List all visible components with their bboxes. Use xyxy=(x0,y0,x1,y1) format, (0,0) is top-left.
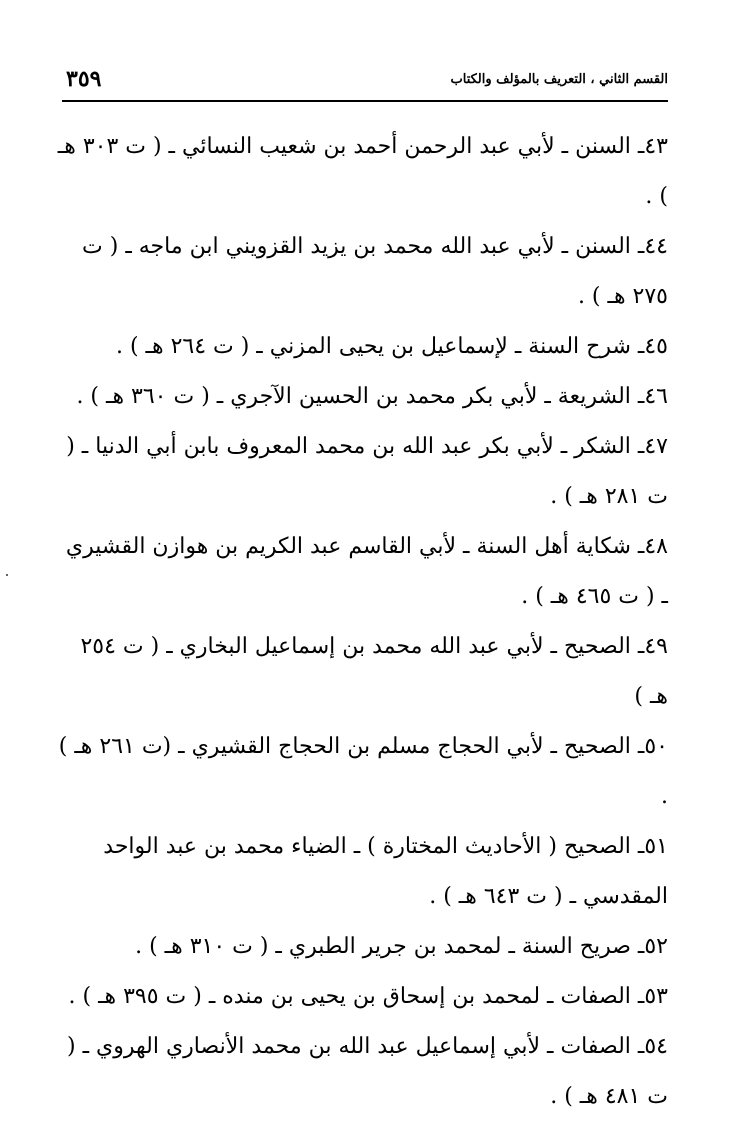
list-item xyxy=(56,622,670,722)
list-item xyxy=(56,322,670,372)
entry-text: ٤٥ـ شرح السنة ـ لإسماعيل بن يحيى المزني ـ ( ت ٢٦٤ هـ ) . xyxy=(115,334,668,359)
entry-text: ٥٣ـ الصفات ـ لمحمد بن إسحاق بن يحيى بن منده ـ ( ت ٣٩٥ هـ ) . xyxy=(68,984,668,1009)
entry-text: ٥١ـ الصحيح ( الأحاديث المختارة ) ـ الضياء محمد بن عبد الواحد المقدسي ـ ( ت ٦٤٣ هـ ) . xyxy=(103,834,668,909)
list-item xyxy=(56,122,670,222)
header-rule xyxy=(62,100,668,102)
scan-speck xyxy=(6,574,8,576)
running-header xyxy=(62,66,668,102)
list-item xyxy=(56,522,670,622)
entry-text: ٤٤ـ السنن ـ لأبي عبد الله محمد بن يزيد القزويني ابن ماجه ـ ( ت ٢٧٥ هـ ) . xyxy=(82,234,668,309)
entry-text: ٥٠ـ الصحيح ـ لأبي الحجاج مسلم بن الحجاج القشيري ـ (ت ٢٦١ هـ ) . xyxy=(58,734,668,809)
entry-text: ٤٨ـ شكاية أهل السنة ـ لأبي القاسم عبد الكريم بن هوازن القشيري ـ ( ت ٤٦٥ هـ ) . xyxy=(65,534,668,609)
list-item xyxy=(56,422,670,522)
list-item xyxy=(56,222,670,322)
list-item xyxy=(56,972,670,1022)
list-item xyxy=(56,722,670,822)
entry-text: ٤٦ـ الشريعة ـ لأبي بكر محمد بن الحسين الآجري ـ ( ت ٣٦٠ هـ ) . xyxy=(76,384,668,409)
list-item xyxy=(56,372,670,422)
entry-text: ٤٣ـ السنن ـ لأبي عبد الرحمن أحمد بن شعيب النسائي ـ ( ت ٣٠٣ هـ ) . xyxy=(57,134,668,209)
list-item xyxy=(56,922,670,972)
entry-text: ٤٧ـ الشكر ـ لأبي بكر عبد الله بن محمد المعروف بابن أبي الدنيا ـ ( ت ٢٨١ هـ ) . xyxy=(66,434,668,509)
references-list xyxy=(56,122,670,1122)
entry-text: ٥٢ـ صريح السنة ـ لمحمد بن جرير الطبري ـ ( ت ٣١٠ هـ ) . xyxy=(135,934,668,959)
entry-text: ٤٩ـ الصحيح ـ لأبي عبد الله محمد بن إسماعيل البخاري ـ ( ت ٢٥٤ هـ ) xyxy=(80,634,668,709)
list-item xyxy=(56,822,670,922)
list-item xyxy=(56,1022,670,1122)
page-number: ٣٥٩ xyxy=(66,66,102,92)
header-title: القسم الثاني ، التعريف بالمؤلف والكتاب xyxy=(450,72,668,87)
entry-text: ٥٤ـ الصفات ـ لأبي إسماعيل عبد الله بن محمد الأنصاري الهروي ـ ( ت ٤٨١ هـ ) . xyxy=(67,1034,668,1109)
